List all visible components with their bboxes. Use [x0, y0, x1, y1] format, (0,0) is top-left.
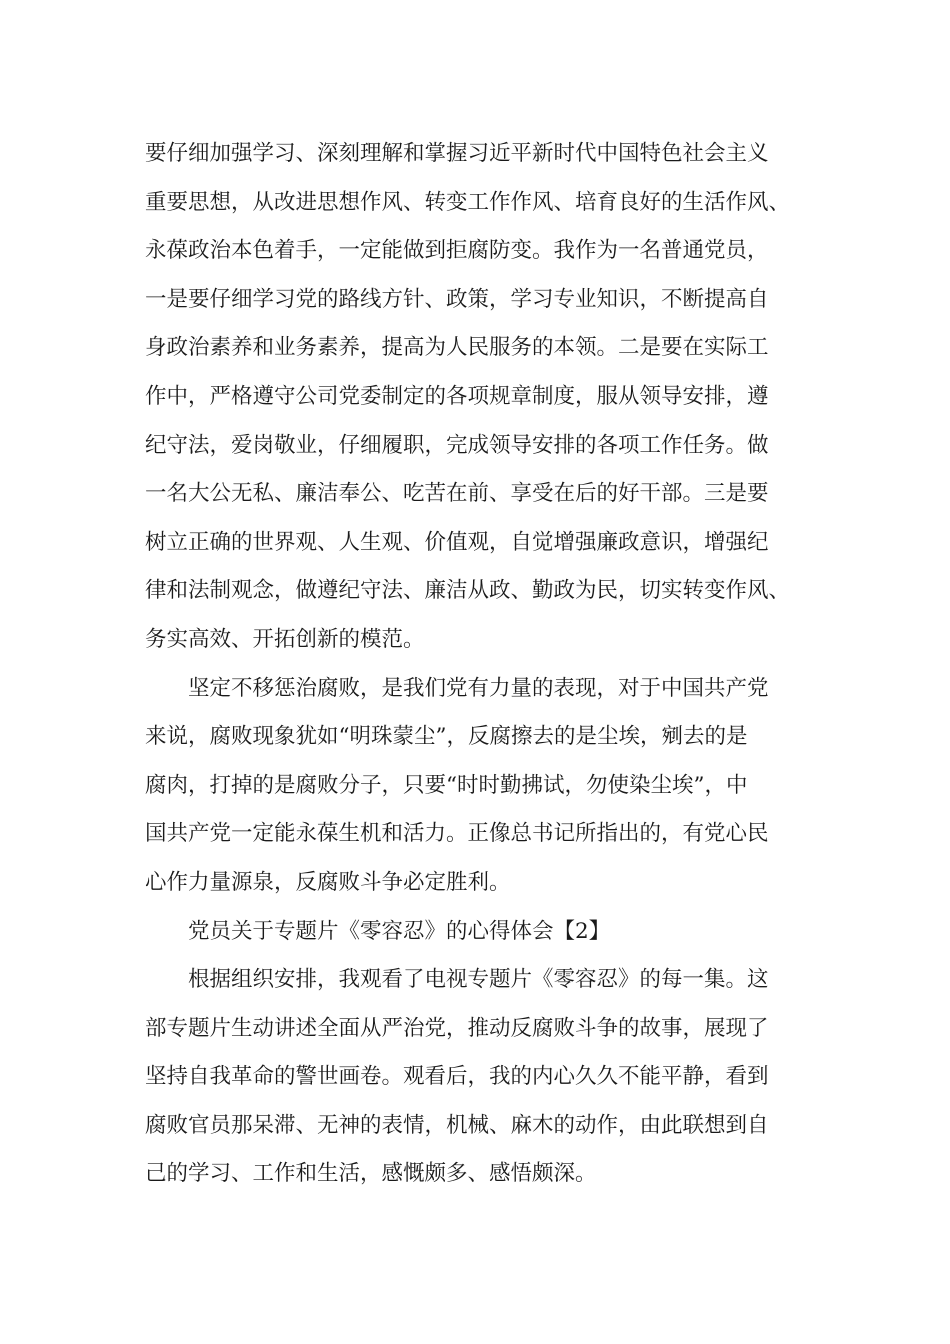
paragraph-start-line: 根据组织安排，我观看了电视专题片《零容忍》的每一集。这: [188, 967, 769, 993]
text-line: 重要思想，从改进思想作风、转变工作作风、培育良好的生活作风、: [145, 189, 791, 215]
paragraph-start-line: 坚定不移惩治腐败，是我们党有力量的表现，对于中国共产党: [188, 675, 769, 701]
body-text: [145, 130, 815, 1199]
text-line: 作中，严格遵守公司党委制定的各项规章制度，服从领导安排，遵: [145, 383, 769, 409]
text-line: 律和法制观念，做遵纪守法、廉洁从政、勤政为民，切实转变作风、: [145, 578, 791, 604]
section-heading: 党员关于专题片《零容忍》的心得体会【2】: [188, 918, 611, 944]
text-line: 树立正确的世界观、人生观、价值观，自觉增强廉政意识，增强纪: [145, 529, 769, 555]
text-line: 腐败官员那呆滞、无神的表情，机械、麻木的动作，由此联想到自: [145, 1112, 769, 1138]
text-line: 国共产党一定能永葆生机和活力。正像总书记所指出的，有党心民: [145, 821, 769, 847]
text-line: 一是要仔细学习党的路线方针、政策，学习专业知识，不断提高自: [145, 286, 769, 312]
text-line: 永葆政治本色着手，一定能做到拒腐防变。我作为一名普通党员，: [145, 238, 769, 264]
text-line: 己的学习、工作和生活，感慨颇多、感悟颇深。: [145, 1161, 597, 1187]
text-line: 务实高效、开拓创新的模范。: [145, 626, 425, 652]
text-line: 纪守法，爱岗敬业，仔细履职，完成领导安排的各项工作任务。做: [145, 432, 769, 458]
text-line: 心作力量源泉，反腐败斗争必定胜利。: [145, 869, 511, 895]
text-line: 身政治素养和业务素养，提高为人民服务的本领。二是要在实际工: [145, 335, 769, 361]
text-line: 要仔细加强学习、深刻理解和掌握习近平新时代中国特色社会主义: [145, 141, 769, 166]
text-line: 一名大公无私、廉洁奉公、吃苦在前、享受在后的好干部。三是要: [145, 481, 769, 507]
text-line: 腐肉，打掉的是腐败分子，只要“时时勤拂试，勿使染尘埃”，中: [145, 772, 748, 798]
text-line: 坚持自我革命的警世画卷。观看后，我的内心久久不能平静，看到: [145, 1064, 769, 1090]
text-line: 部专题片生动讲述全面从严治党，推动反腐败斗争的故事，展现了: [145, 1015, 769, 1041]
text-line: 来说，腐败现象犹如“明珠蒙尘”，反腐擦去的是尘埃，剜去的是: [145, 724, 748, 750]
